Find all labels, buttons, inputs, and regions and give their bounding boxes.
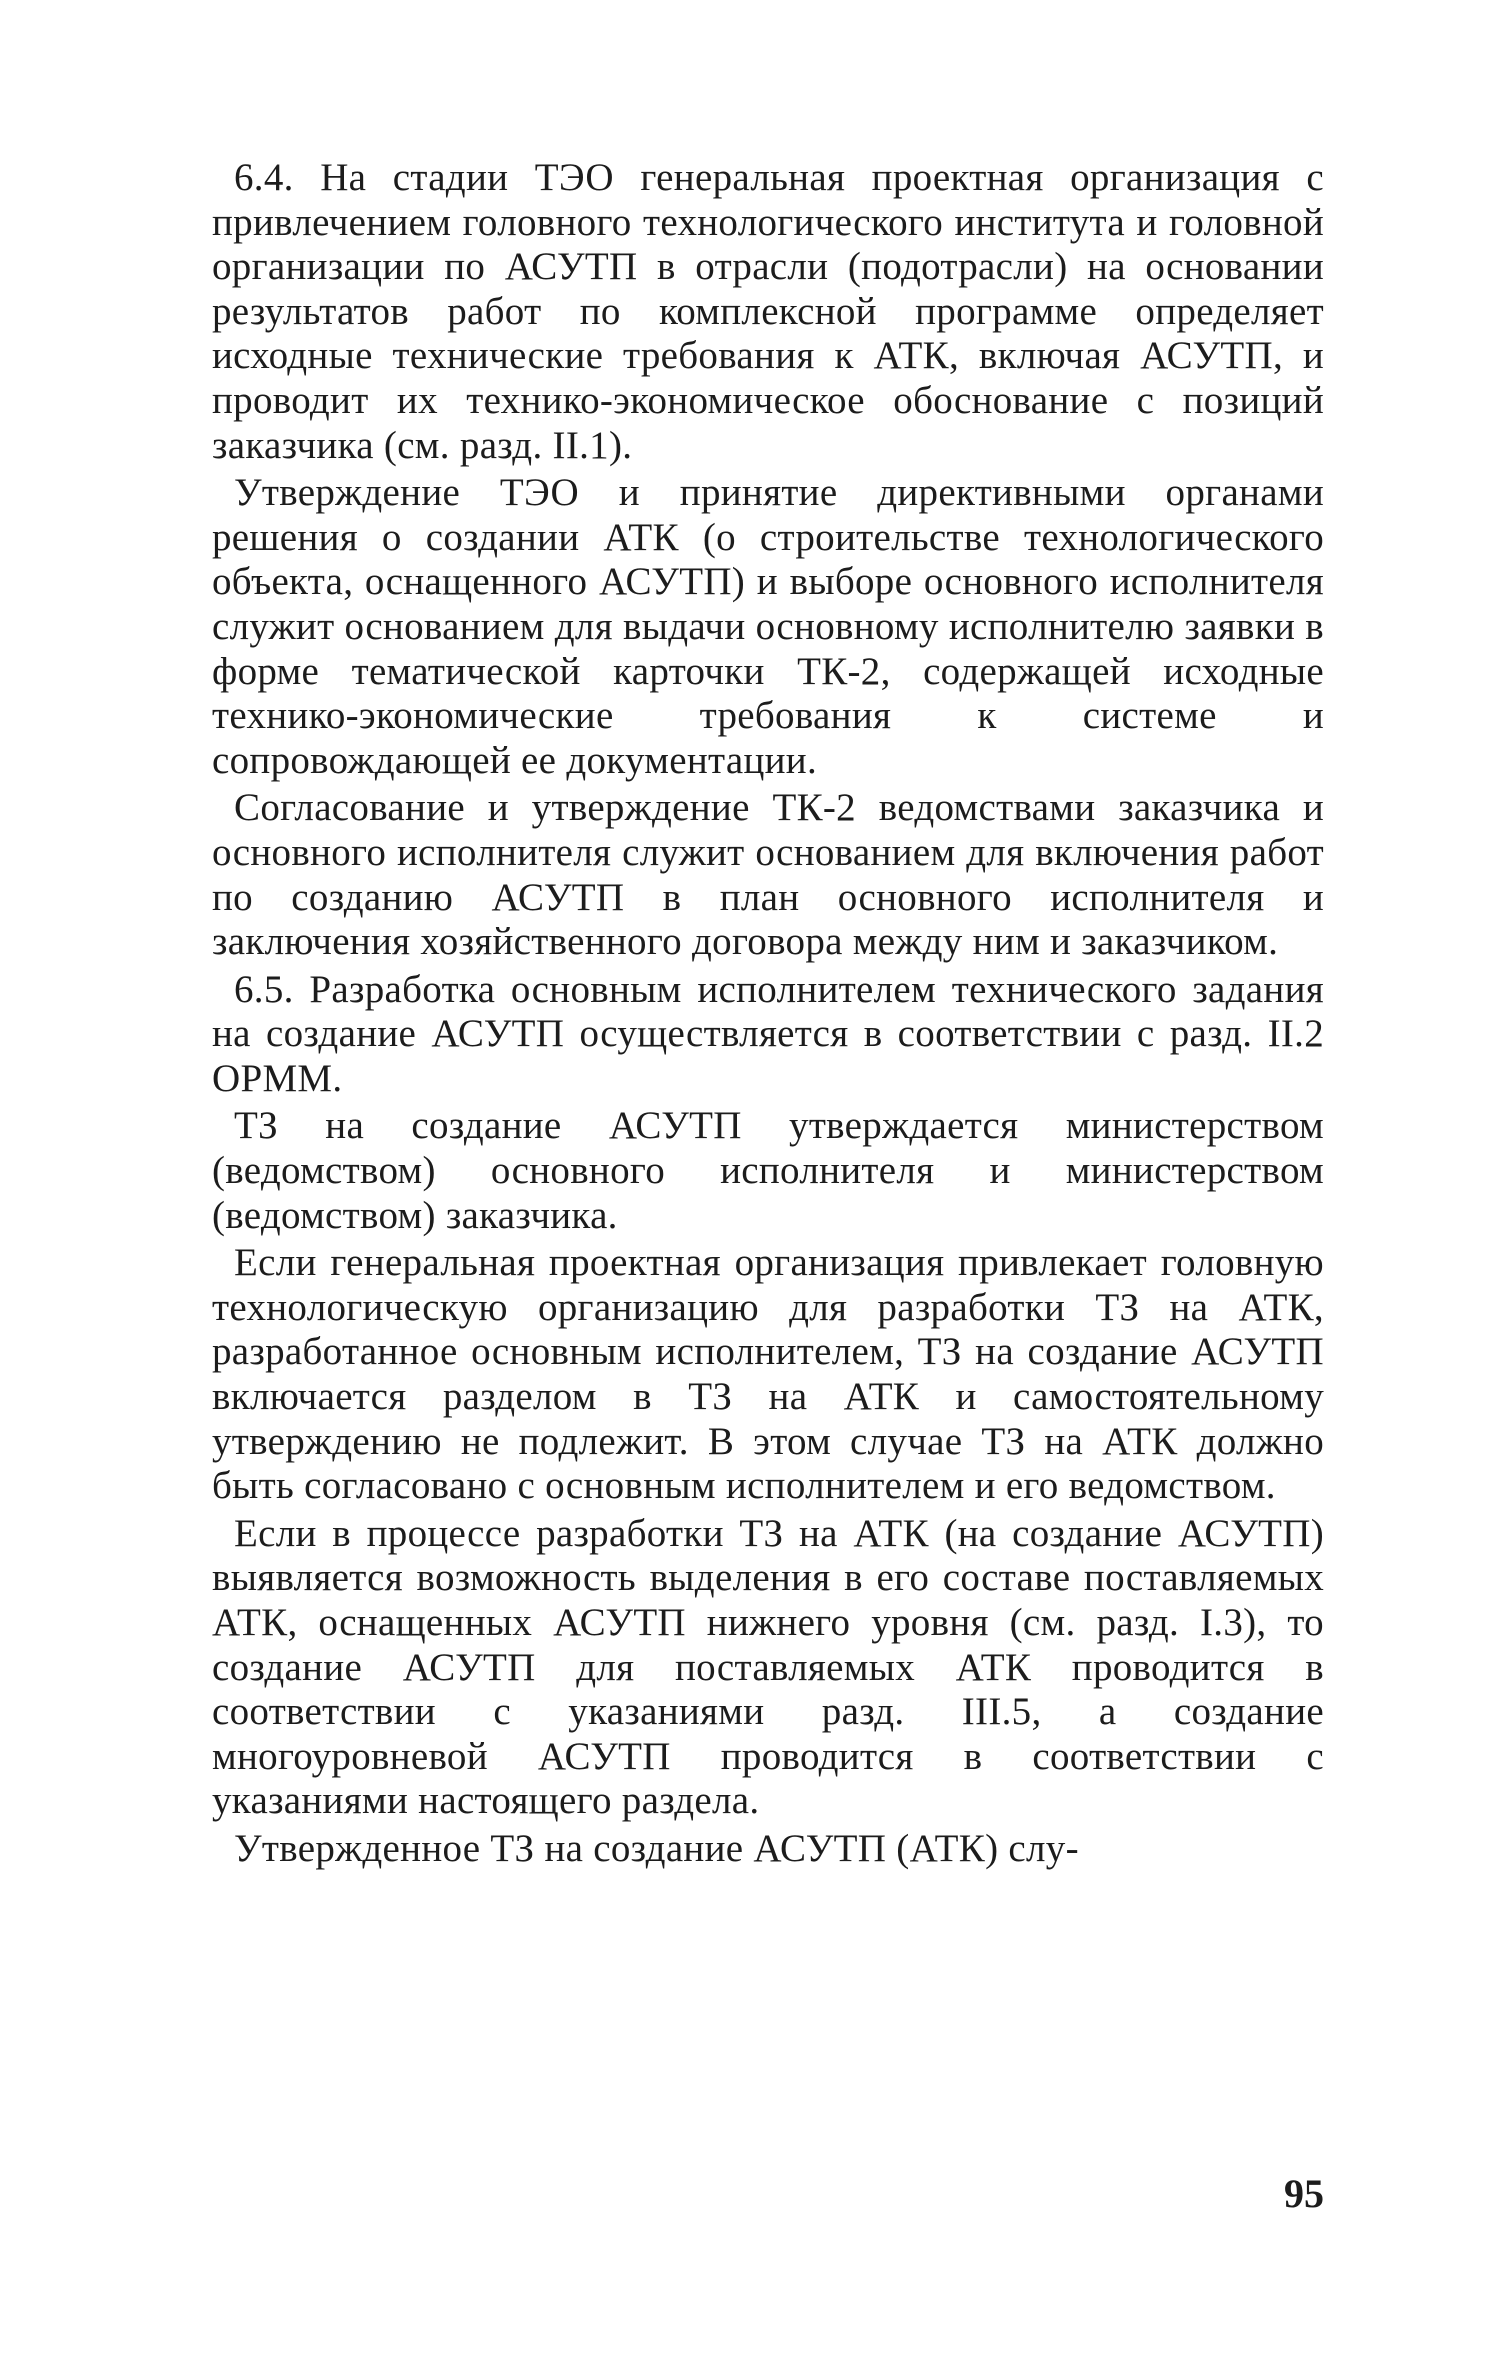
paragraph-tz-approval: ТЗ на создание АСУТП утверждается министерством (ведомством) основного исполнителя и министерством (ведомством) заказчика. xyxy=(212,1104,1324,1237)
paragraph-tz-process: Если в процессе разработки ТЗ на АТК (на создание АСУТП) выявляется возможность выделения в его составе поставляемых АТК, оснащенных АСУТП нижнего уровня (см. разд. I.3), то создание АСУТП для поставляемых АТК проводится в соответствии с указаниями разд. III.5, а создание многоуровневой АСУТП проводится в соответствии с указаниями настоящего раздела. xyxy=(212,1511,1324,1823)
paragraph-general-org: Если генеральная проектная организация привлекает головную технологическую организацию для разработки ТЗ на АТК, разработанное основным исполнителем, ТЗ на создание АСУТП включается разделом в ТЗ на АТК и самостоятельному утверждению не подлежит. В этом случае ТЗ на АТК должно быть согласовано с основным исполнителем и его ведомством. xyxy=(212,1241,1324,1508)
page-number: 95 xyxy=(1284,2171,1324,2216)
body-text xyxy=(212,156,1324,1875)
paragraph-teo-approval: Утверждение ТЭО и принятие директивными органами решения о создании АТК (о строительстве технологического объекта, оснащенного АСУТП) и выборе основного исполнителя служит основанием для выдачи основному исполнителю заявки в форме тематической карточки ТК-2, содержащей исходные технико-экономические требования к системе и сопровождающей ее документации. xyxy=(212,471,1324,782)
paragraph-approved-tz: Утвержденное ТЗ на создание АСУТП (АТК) слу- xyxy=(234,1826,1079,1870)
paragraph-6-4: 6.4. На стадии ТЭО генеральная проектная организация с привлечением головного технологического института и головной организации по АСУТП в отрасли (подотрасли) на основании результатов работ по комплексной программе определяет исходные технические требования к АТК, включая АСУТП, и проводит их технико-экономическое обоснование с позиций заказчика (см. разд. II.1). xyxy=(212,156,1324,467)
paragraph-6-5: 6.5. Разработка основным исполнителем технического задания на создание АСУТП осуществляется в соответствии с разд. II.2 ОРММ. xyxy=(212,967,1324,1100)
paragraph-tk2-approval: Согласование и утверждение ТК-2 ведомствами заказчика и основного исполнителя служит основанием для включения работ по созданию АСУТП в план основного исполнителя и заключения хозяйственного договора между ним и заказчиком. xyxy=(212,786,1324,964)
